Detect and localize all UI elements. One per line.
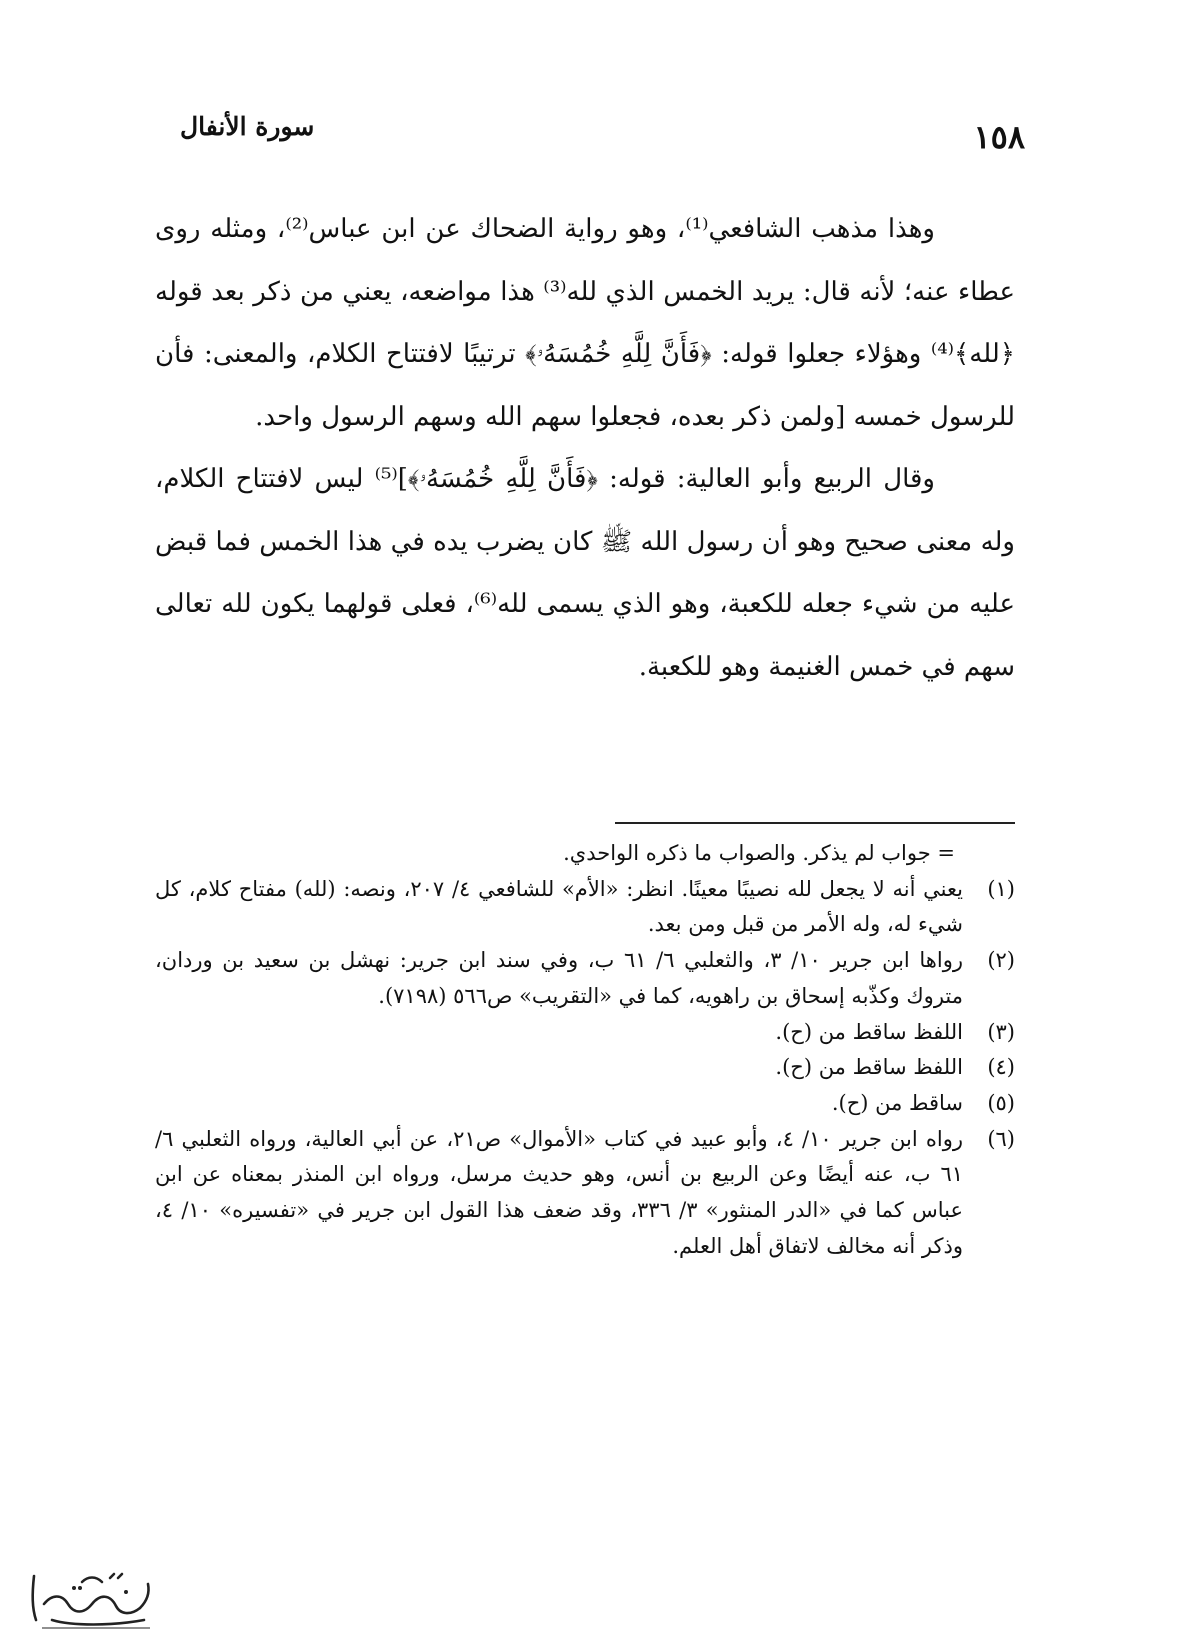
main-text xyxy=(155,198,1015,698)
footnote-number: (٤) xyxy=(987,1055,1015,1080)
footnote-number: (٣) xyxy=(987,1019,1015,1044)
footnote-item xyxy=(155,1086,1015,1122)
footnote-item xyxy=(155,1050,1015,1086)
paragraph-2: وقال الربيع وأبو العالية: قوله: ﴿فَأَنَّ لِلَّهِ خُمُسَهُۥ﴾]⁽⁵⁾ ليس لافتتاح الكلام، وله معنى صحيح وهو أن رسول الله ﷺ كان يضرب يده في هذا الخمس فما قبض عليه من شيء جعله للكعبة، وهو الذي يسمى لله⁽⁶⁾، فعلى قولهما يكون لله تعالى سهم في خمس الغنيمة وهو للكعبة. xyxy=(155,464,1016,682)
footnote-item xyxy=(155,1122,1015,1265)
footnote-text: يعني أنه لا يجعل لله نصيبًا معينًا. انظر: «الأم» للشافعي ٤/ ٢٠٧، ونصه: (لله) مفتاح كلام، كل شيء له، وله الأمر من قبل ومن بعد. xyxy=(155,876,963,937)
footnote-number: (٢) xyxy=(987,948,1015,973)
footnotes xyxy=(155,836,1015,1264)
footnote-text: رواه ابن جرير ١٠/ ٤، وأبو عبيد في كتاب «الأموال» ص٢١، عن أبي العالية، ورواه الثعلبي ٦/ ٦١ ب، عنه أيضًا وعن الربيع بن أنس، وهو حديث مرسل، ورواه ابن المنذر بمعناه عن ابن عباس كما في «الدر المنثور» ٣/ ٣٣٦، وقد ضعف هذا القول ابن جرير في «تفسيره» ١٠/ ٤، وذكر أنه مخالف لاتفاق أهل العلم. xyxy=(155,1126,963,1258)
footnote-number: (٥) xyxy=(987,1090,1015,1115)
footnote-text: اللفظ ساقط من (ح). xyxy=(775,1055,963,1080)
footnote-item xyxy=(155,1015,1015,1051)
page-number: ١٥٨ xyxy=(973,118,1025,156)
paragraph-1: وهذا مذهب الشافعي⁽¹⁾، وهو رواية الضحاك عن ابن عباس⁽²⁾، ومثله روى عطاء عنه؛ لأنه قال: يريد الخمس الذي لله⁽³⁾ هذا مواضعه، يعني من ذكر بعد قوله ﴿لله﴾⁽⁴⁾ وهؤلاء جعلوا قوله: ﴿فَأَنَّ لِلَّهِ خُمُسَهُۥ﴾ ترتيبًا لافتتاح الكلام، والمعنى: فأن للرسول خمسه [ولمن ذكر بعده، فجعلوا سهم الله وسهم الرسول واحد. xyxy=(155,214,1015,432)
calligraphy-watermark-logo xyxy=(22,1564,162,1634)
footnote-separator xyxy=(615,822,1015,824)
footnote-item xyxy=(155,872,1015,943)
footnote-text: رواها ابن جرير ١٠/ ٣، والثعلبي ٦/ ٦١ ب، وفي سند ابن جرير: نهشل بن سعيد بن وردان، متروك وكذّبه إسحاق بن راهويه، كما في «التقريب» ص٥٦٦ (٧١٩٨). xyxy=(155,948,963,1008)
footnote-item xyxy=(155,943,1015,1014)
page-header xyxy=(180,112,1025,162)
footnote-text: اللفظ ساقط من (ح). xyxy=(775,1019,963,1044)
running-title: سورة الأنفال xyxy=(180,112,315,141)
footnote-text: ساقط من (ح). xyxy=(831,1090,963,1115)
footnote-number: (٦) xyxy=(987,1126,1015,1151)
footnote-continuation: = جواب لم يذكر. والصواب ما ذكره الواحدي. xyxy=(563,841,955,865)
footnote-number: (١) xyxy=(987,876,1015,901)
